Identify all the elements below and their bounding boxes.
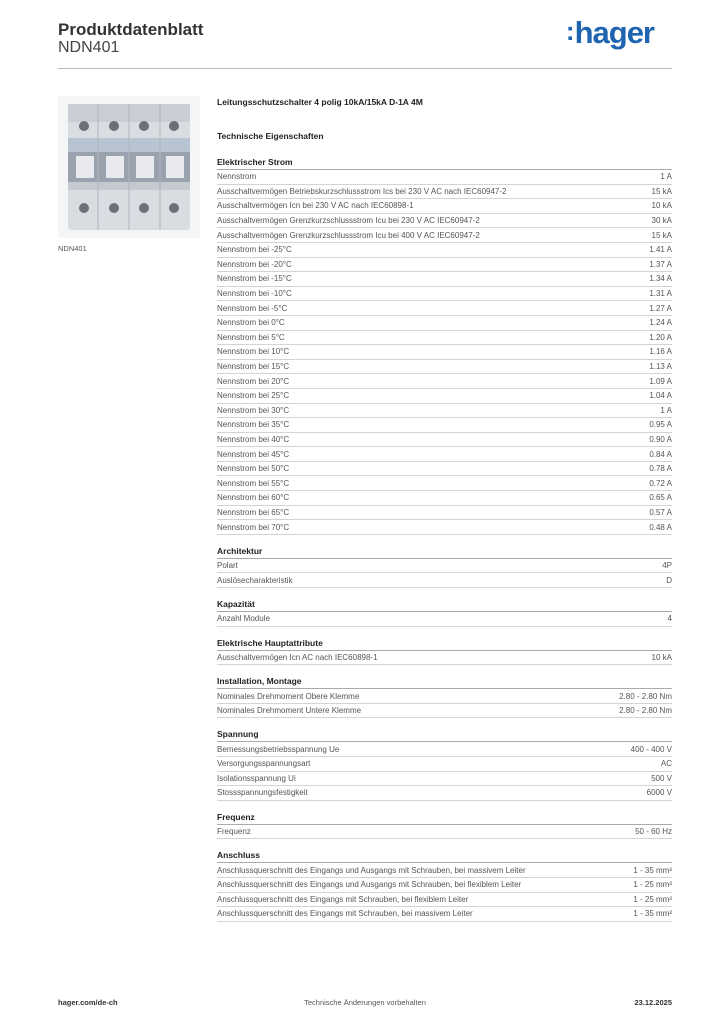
logo-text: hager — [574, 15, 654, 50]
circuit-breaker-icon — [58, 96, 200, 238]
spec-label: Nennstrom bei -15°C — [217, 274, 292, 284]
spec-row — [217, 272, 672, 287]
spec-row — [217, 757, 672, 772]
footer-website: hager.com/de-ch — [58, 998, 118, 1007]
spec-row — [217, 447, 672, 462]
spec-label: Nennstrom bei 25°C — [217, 391, 290, 401]
section-title: Spannung — [217, 729, 672, 742]
spec-label: Ausschaltvermögen Icn bei 230 V AC nach IEC60898-1 — [217, 201, 414, 211]
spec-row — [217, 170, 672, 185]
spec-row — [217, 214, 672, 229]
spec-value: 4 — [667, 614, 672, 624]
spec-label: Polart — [217, 561, 238, 571]
spec-row — [217, 689, 672, 704]
spec-value: 1.13 A — [649, 362, 672, 372]
product-title: Leitungsschutzschalter 4 polig 10kA/15kA D-1A 4M — [217, 97, 423, 107]
spec-section — [217, 638, 672, 666]
spec-section — [217, 599, 672, 627]
product-code: NDN401 — [58, 39, 120, 56]
spec-section — [217, 546, 672, 588]
section-title: Anschluss — [217, 850, 672, 863]
spec-row — [217, 893, 672, 908]
spec-row — [217, 301, 672, 316]
product-image — [58, 96, 200, 238]
spec-value: 4P — [662, 561, 672, 571]
spec-section — [217, 157, 672, 535]
spec-label: Stossspannungsfestigkeit — [217, 788, 308, 798]
spec-label: Nennstrom bei -10°C — [217, 289, 292, 299]
spec-value: 0.72 A — [649, 478, 672, 488]
spec-label: Versorgungsspannungsart — [217, 759, 311, 769]
spec-value: 10 kA — [651, 652, 672, 662]
spec-label: Nennstrom — [217, 172, 257, 182]
spec-label: Nennstrom bei 5°C — [217, 332, 285, 342]
spec-value: 6000 V — [646, 788, 672, 798]
spec-value: 0.84 A — [649, 449, 672, 459]
spec-label: Nennstrom bei 50°C — [217, 464, 290, 474]
spec-value: 0.65 A — [649, 493, 672, 503]
spec-row — [217, 199, 672, 214]
spec-label: Ausschaltvermögen Betriebskurzschlussstrom Ics bei 230 V AC nach IEC60947-2 — [217, 186, 507, 196]
spec-row — [217, 651, 672, 666]
hager-logo — [566, 15, 654, 51]
spec-section — [217, 729, 672, 800]
spec-label: Nennstrom bei -25°C — [217, 245, 292, 255]
spec-label: Anschlussquerschnitt des Eingangs und Ausgangs mit Schrauben, bei massivem Leiter — [217, 865, 526, 875]
spec-row — [217, 704, 672, 719]
spec-value: 1.09 A — [649, 376, 672, 386]
spec-row — [217, 258, 672, 273]
spec-label: Anschlussquerschnitt des Eingangs mit Schrauben, bei massivem Leiter — [217, 909, 473, 919]
spec-value: 1.20 A — [649, 332, 672, 342]
spec-value: 1.16 A — [649, 347, 672, 357]
spec-label: Nominales Drehmoment Obere Klemme — [217, 691, 360, 701]
spec-value: 1.24 A — [649, 318, 672, 328]
spec-row — [217, 228, 672, 243]
spec-value: 0.78 A — [649, 464, 672, 474]
spec-row — [217, 612, 672, 627]
spec-row — [217, 287, 672, 302]
spec-label: Nominales Drehmoment Untere Klemme — [217, 706, 362, 716]
spec-label: Anschlussquerschnitt des Eingangs mit Schrauben, bei flexiblem Leiter — [217, 894, 469, 904]
spec-row — [217, 185, 672, 200]
spec-section — [217, 850, 672, 921]
technical-heading: Technische Eigenschaften — [217, 131, 324, 141]
spec-value: 15 kA — [651, 230, 672, 240]
spec-label: Nennstrom bei 40°C — [217, 434, 290, 444]
spec-label: Nennstrom bei 60°C — [217, 493, 290, 503]
spec-value: 1 - 35 mm² — [633, 909, 672, 919]
spec-label: Frequenz — [217, 827, 251, 837]
spec-value: 0.90 A — [649, 434, 672, 444]
spec-value: D — [666, 575, 672, 585]
spec-section — [217, 812, 672, 840]
footer-date: 23.12.2025 — [634, 998, 672, 1007]
spec-sections — [217, 157, 672, 922]
spec-value: 400 - 400 V — [630, 744, 672, 754]
section-title: Architektur — [217, 546, 672, 559]
spec-row — [217, 573, 672, 588]
spec-row — [217, 878, 672, 893]
spec-value: 1 - 25 mm² — [633, 894, 672, 904]
spec-label: Ausschaltvermögen Icn AC nach IEC60898-1 — [217, 652, 378, 662]
spec-label: Ausschaltvermögen Grenzkurzschlussstrom Icu bei 400 V AC IEC60947-2 — [217, 230, 480, 240]
spec-label: Nennstrom bei 0°C — [217, 318, 285, 328]
section-title: Kapazität — [217, 599, 672, 612]
spec-value: 0.48 A — [649, 522, 672, 532]
spec-row — [217, 907, 672, 922]
spec-label: Auslösecharakteristik — [217, 575, 293, 585]
spec-label: Bemessungsbetriebsspannung Ue — [217, 744, 340, 754]
logo-dots-icon: : — [565, 16, 574, 46]
spec-label: Nennstrom bei 70°C — [217, 522, 290, 532]
spec-value: 0.57 A — [649, 507, 672, 517]
page-title: Produktdatenblatt — [58, 20, 204, 39]
spec-value: 1.04 A — [649, 391, 672, 401]
spec-value: 1.41 A — [649, 245, 672, 255]
spec-row — [217, 243, 672, 258]
spec-value: AC — [660, 759, 672, 769]
spec-row — [217, 331, 672, 346]
specification-content — [217, 97, 672, 933]
header-divider — [58, 68, 672, 69]
spec-value: 1 A — [660, 405, 672, 415]
spec-label: Nennstrom bei 65°C — [217, 507, 290, 517]
section-title: Elektrischer Strom — [217, 157, 672, 170]
spec-value: 2.80 - 2.80 Nm — [619, 706, 672, 716]
spec-row — [217, 863, 672, 878]
spec-row — [217, 772, 672, 787]
spec-row — [217, 374, 672, 389]
spec-label: Nennstrom bei 30°C — [217, 405, 290, 415]
spec-section — [217, 676, 672, 718]
spec-row — [217, 316, 672, 331]
spec-label: Nennstrom bei 55°C — [217, 478, 290, 488]
spec-row — [217, 491, 672, 506]
spec-label: Anschlussquerschnitt des Eingangs und Ausgangs mit Schrauben, bei flexiblem Leiter — [217, 880, 522, 890]
spec-label: Nennstrom bei 35°C — [217, 420, 290, 430]
spec-value: 1 A — [660, 172, 672, 182]
spec-value: 2.80 - 2.80 Nm — [619, 691, 672, 701]
spec-label: Anzahl Module — [217, 614, 270, 624]
spec-row — [217, 462, 672, 477]
spec-row — [217, 360, 672, 375]
spec-value: 1.27 A — [649, 303, 672, 313]
spec-label: Nennstrom bei 15°C — [217, 362, 290, 372]
spec-row — [217, 389, 672, 404]
spec-value: 1 - 35 mm² — [633, 865, 672, 875]
spec-value: 30 kA — [651, 216, 672, 226]
spec-value: 500 V — [651, 773, 672, 783]
section-title: Elektrische Hauptattribute — [217, 638, 672, 651]
spec-value: 0.95 A — [649, 420, 672, 430]
spec-row — [217, 506, 672, 521]
spec-row — [217, 520, 672, 535]
spec-label: Nennstrom bei 10°C — [217, 347, 290, 357]
footer-notice: Technische Änderungen vorbehalten — [304, 998, 426, 1007]
spec-value: 15 kA — [651, 186, 672, 196]
spec-label: Isolationsspannung Ui — [217, 773, 296, 783]
spec-value: 1.34 A — [649, 274, 672, 284]
spec-value: 50 - 60 Hz — [635, 827, 672, 837]
spec-row — [217, 742, 672, 757]
spec-label: Nennstrom bei 20°C — [217, 376, 290, 386]
spec-row — [217, 433, 672, 448]
spec-value: 10 kA — [651, 201, 672, 211]
spec-row — [217, 476, 672, 491]
section-title: Installation, Montage — [217, 676, 672, 689]
spec-row — [217, 786, 672, 801]
spec-label: Nennstrom bei -20°C — [217, 259, 292, 269]
spec-row — [217, 345, 672, 360]
spec-value: 1.31 A — [649, 289, 672, 299]
spec-row — [217, 404, 672, 419]
spec-label: Nennstrom bei 45°C — [217, 449, 290, 459]
spec-row — [217, 825, 672, 840]
image-caption: NDN401 — [58, 244, 87, 253]
spec-row — [217, 559, 672, 574]
spec-label: Ausschaltvermögen Grenzkurzschlussstrom Icu bei 230 V AC IEC60947-2 — [217, 216, 480, 226]
spec-value: 1 - 25 mm² — [633, 880, 672, 890]
spec-label: Nennstrom bei -5°C — [217, 303, 288, 313]
section-title: Frequenz — [217, 812, 672, 825]
spec-row — [217, 418, 672, 433]
spec-value: 1.37 A — [649, 259, 672, 269]
